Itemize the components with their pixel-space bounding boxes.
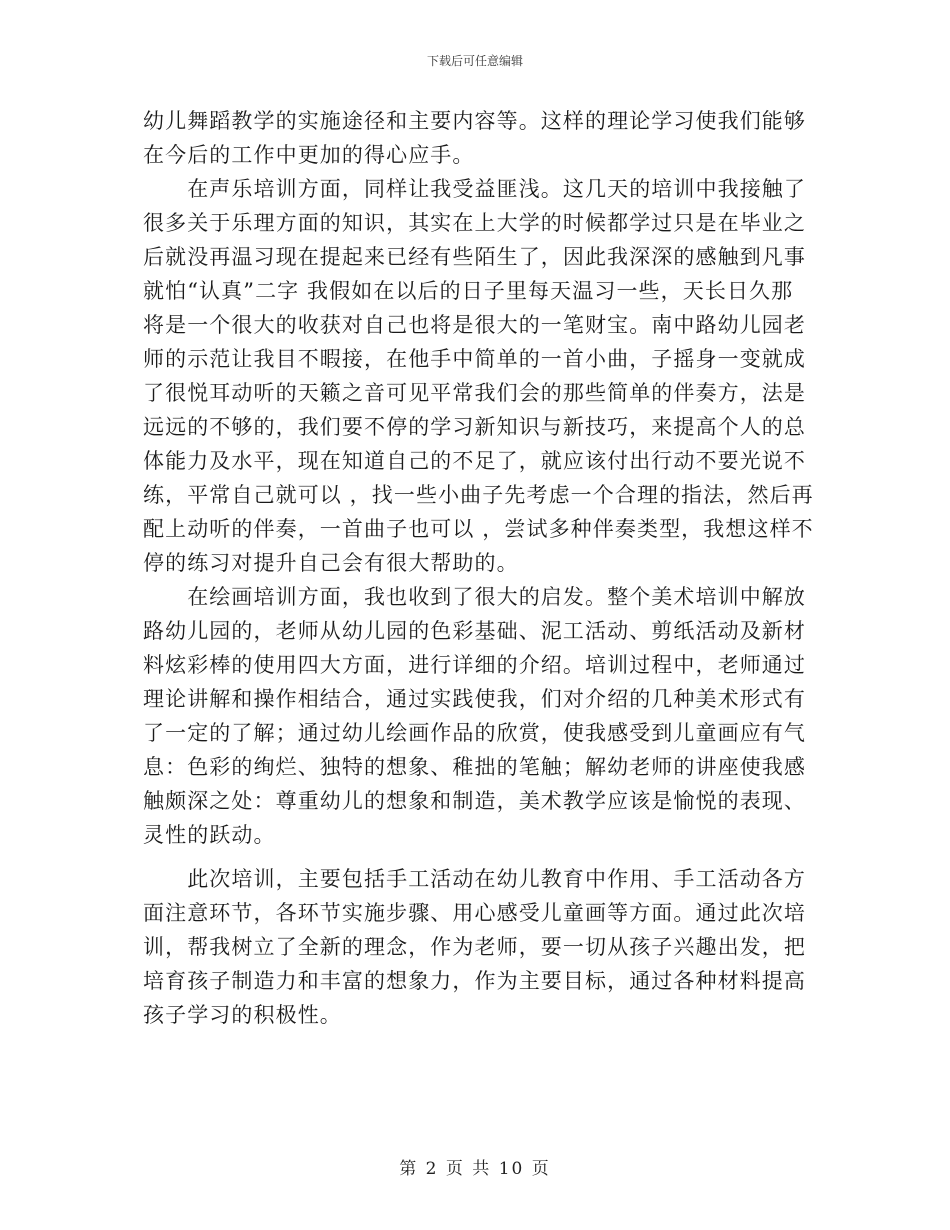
paragraph	[143, 862, 805, 1032]
text-line: 体能力及水平，现在知道自己的不足了，就应该付出行动不要光说不	[143, 449, 806, 473]
text-line: 幼儿舞蹈教学的实施途径和主要内容等。这样的理论学习使我们能够	[143, 109, 806, 133]
text-line: 就怕“认真”二字 我假如在以后的日子里每天温习一些，天长日久那	[143, 279, 794, 303]
text-line: 此次培训，主要包括手工活动在幼儿教育中作用、手工活动各方	[143, 867, 806, 891]
paragraph	[143, 104, 805, 172]
paragraph	[143, 580, 805, 852]
paragraph	[143, 172, 814, 580]
text-line: 孩子学习的积极性。	[143, 1003, 342, 1027]
text-line: 触颇深之处：尊重幼儿的想象和制造，美术教学应该是愉悦的表现、	[143, 789, 806, 813]
text-line: 面注意环节，各环节实施步骤、用心感受儿童画等方面。通过此次培	[143, 901, 806, 925]
text-line: 很多关于乐理方面的知识，其实在上大学的时候都学过只是在毕业之	[143, 211, 806, 235]
page-number-footer: 第 2 页 共 10 页	[399, 1159, 551, 1179]
text-line: 后就没再温习现在提起来已经有些陌生了，因此我深深的感触到凡事	[143, 245, 806, 269]
text-line: 灵性的跃动。	[143, 823, 276, 847]
text-line: 了很悦耳动听的天籁之音可见平常我们会的那些简单的伴奏方，法是	[143, 381, 806, 405]
document-body	[143, 104, 814, 1032]
page-header: 下载后可任意编辑	[426, 54, 523, 68]
text-line: 息：色彩的绚烂、独特的想象、稚拙的笔触；解幼老师的讲座使我感	[143, 755, 806, 779]
text-line: 了一定的了解；通过幼儿绘画作品的欣赏，使我感受到儿童画应有气	[143, 721, 806, 745]
text-line: 训，帮我树立了全新的理念，作为老师，要一切从孩子兴趣出发，把	[143, 935, 806, 959]
text-line: 远远的不够的，我们要不停的学习新知识与新技巧，来提高个人的总	[143, 415, 806, 439]
text-line: 路幼儿园的，老师从幼儿园的色彩基础、泥工活动、剪纸活动及新材	[143, 619, 806, 643]
text-line: 停的练习对提升自己会有很大帮助的。	[143, 551, 519, 575]
text-line: 在绘画培训方面，我也收到了很大的启发。整个美术培训中解放	[143, 585, 806, 609]
text-line: 师的示范让我目不暇接，在他手中简单的一首小曲，子摇身一变就成	[143, 347, 806, 371]
text-line: 在今后的工作中更加的得心应手。	[143, 143, 475, 167]
text-line: 练，平常自己就可以 ，找一些小曲子先考虑一个合理的指法，然后再	[143, 483, 814, 507]
text-line: 将是一个很大的收获对自己也将是很大的一笔财宝。南中路幼儿园老	[143, 313, 806, 337]
text-line: 配上动听的伴奏，一首曲子也可以 ，尝试多种伴奏类型，我想这样不	[143, 517, 814, 541]
text-line: 在声乐培训方面，同样让我受益匪浅。这几天的培训中我接触了	[143, 177, 806, 201]
paragraph-gap	[143, 852, 805, 862]
text-line: 料炫彩棒的使用四大方面，进行详细的介绍。培训过程中，老师通过	[143, 653, 806, 677]
text-line: 培育孩子制造力和丰富的想象力，作为主要目标，通过各种材料提高	[143, 969, 806, 993]
text-line: 理论讲解和操作相结合，通过实践使我，们对介绍的几种美术形式有	[143, 687, 806, 711]
